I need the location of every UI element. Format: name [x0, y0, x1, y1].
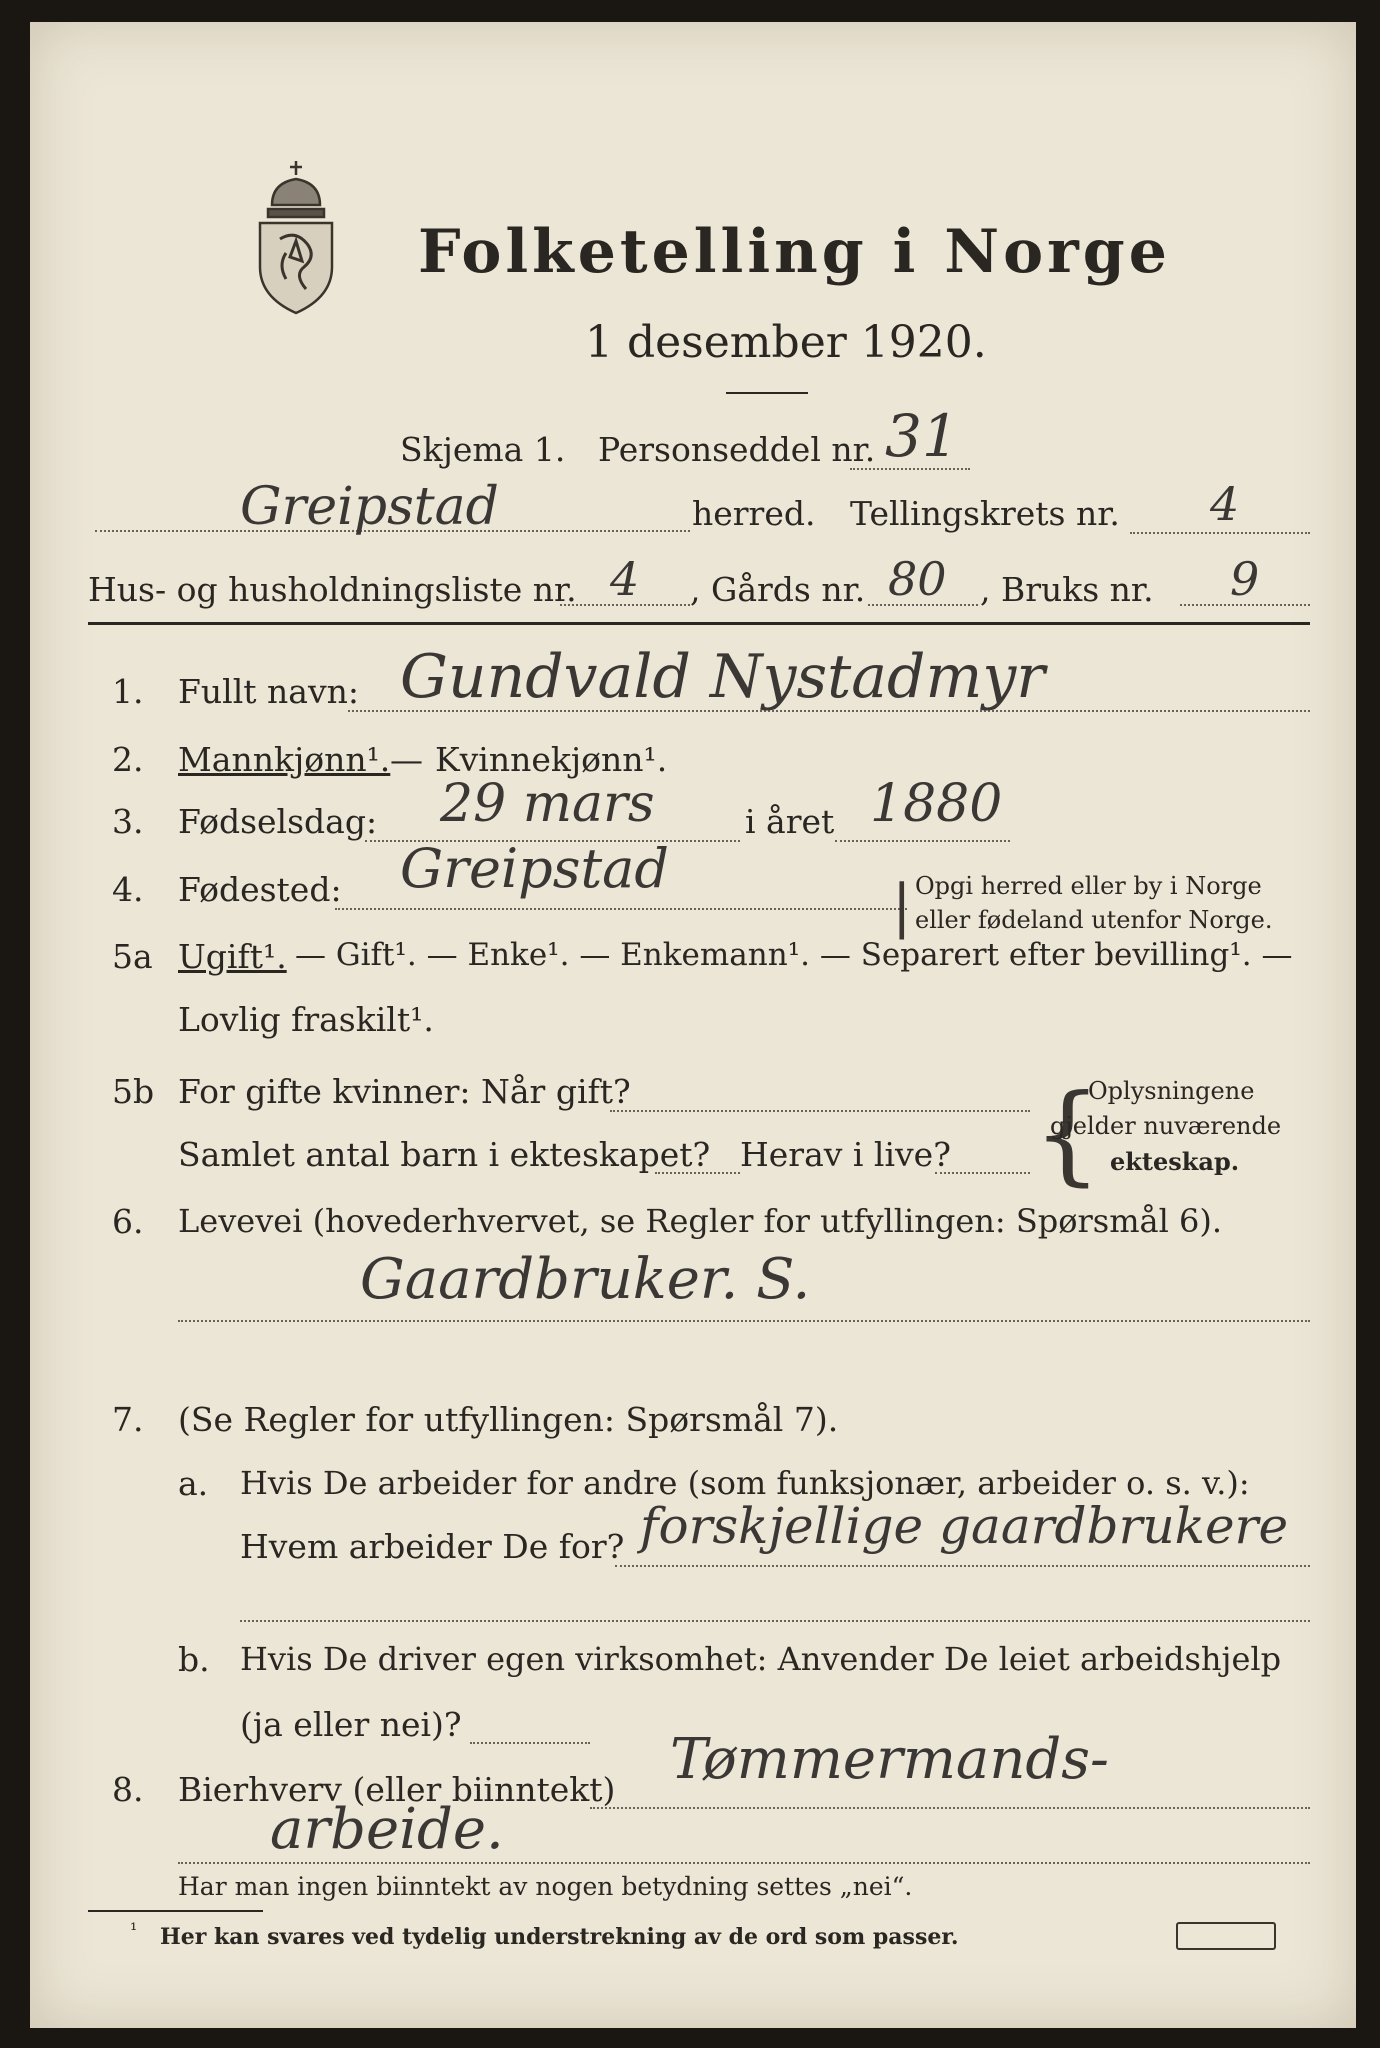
personseddel-value[interactable]: 31 — [885, 402, 959, 470]
form-date: 1 desember 1920. — [585, 317, 987, 368]
side-income-value-line2[interactable]: arbeide. — [270, 1797, 504, 1862]
q3-number: 3. — [112, 802, 144, 841]
census-form-page — [30, 22, 1356, 2028]
herred-label: herred. — [692, 494, 816, 533]
employer-value[interactable]: forskjellige gaardbrukere — [640, 1497, 1289, 1555]
q7a-letter: a. — [178, 1464, 209, 1503]
q5b-alive-label: Herav i live? — [740, 1135, 951, 1174]
q4-note-line1: Opgi herred eller by i Norge — [915, 872, 1262, 900]
tellingskrets-value[interactable]: 4 — [1210, 477, 1240, 531]
printer-stamp — [1176, 1922, 1276, 1950]
schema-label: Skjema 1. — [400, 430, 566, 469]
birthdate-value[interactable]: 29 mars — [440, 774, 655, 834]
q2-number: 2. — [112, 740, 144, 779]
q8-note: Har man ingen biinntekt av nogen betydning settes „nei“. — [178, 1872, 913, 1901]
header-rule — [88, 622, 1310, 625]
q5b-note-line2: gjelder nuværende — [1050, 1112, 1282, 1140]
q6-number: 6. — [112, 1202, 144, 1241]
q7a-label2: Hvem arbeider De for? — [240, 1527, 625, 1566]
q2-male-option[interactable]: Mannkjønn¹. — [178, 740, 391, 779]
q1-label: Fullt navn: — [178, 672, 359, 711]
q4-label: Fødested: — [178, 870, 342, 909]
gards-label: , Gårds nr. — [690, 570, 866, 609]
q7b-letter: b. — [178, 1640, 210, 1679]
herred-value[interactable]: Greipstad — [240, 477, 499, 537]
footnote-rule — [88, 1910, 263, 1912]
q5a-ugift-option[interactable]: Ugift¹. — [178, 937, 287, 976]
q5a-options[interactable]: — Gift¹. — Enke¹. — Enkemann¹. — Separert efter bevilling¹. — — [295, 937, 1293, 973]
q4-note-brace: | — [892, 872, 912, 940]
q2-separator: — — [390, 740, 423, 779]
q5b-married-when-label: For gifte kvinner: Når gift? — [178, 1072, 631, 1111]
bruks-value[interactable]: 9 — [1230, 552, 1260, 606]
title-divider — [726, 392, 808, 394]
birth-year-value[interactable]: 1880 — [870, 774, 1003, 834]
q3-label: Fødselsdag: — [178, 802, 378, 841]
bruks-label: , Bruks nr. — [980, 570, 1154, 609]
q8-label: Bierhverv (eller biinntekt) — [178, 1770, 616, 1809]
q7-label: (Se Regler for utfyllingen: Spørsmål 7). — [178, 1400, 839, 1439]
q7a-label1: Hvis De arbeider for andre (som funksjonær, arbeider o. s. v.): — [240, 1464, 1250, 1502]
q5b-children-label: Samlet antal barn i ekteskapet? — [178, 1135, 711, 1174]
hus-label: Hus- og husholdningsliste nr. — [88, 570, 577, 609]
q5b-note-line1: Oplysningene — [1088, 1077, 1255, 1105]
footnote-mark: ¹ — [130, 1920, 138, 1941]
hus-value[interactable]: 4 — [610, 552, 640, 606]
q7-number: 7. — [112, 1400, 144, 1439]
full-name-value[interactable]: Gundvald Nystadmyr — [400, 642, 1045, 712]
gards-value[interactable]: 80 — [888, 552, 947, 606]
tellingskrets-label: Tellingskrets nr. — [850, 494, 1120, 533]
q4-number: 4. — [112, 870, 144, 909]
q7b-label2: (ja eller nei)? — [240, 1705, 462, 1744]
q7b-label1: Hvis De driver egen virksomhet: Anvender De leiet arbeidshjelp — [240, 1640, 1282, 1678]
q5b-number: 5b — [112, 1072, 155, 1111]
coat-of-arms-icon — [250, 157, 342, 317]
q5a-line2[interactable]: Lovlig fraskilt¹. — [178, 1000, 434, 1039]
q5b-note-brace: { — [1033, 1072, 1102, 1197]
occupation-value[interactable]: Gaardbruker. S. — [360, 1247, 811, 1312]
q3-year-label: i året — [745, 802, 835, 841]
q2-female-option[interactable]: Kvinnekjønn¹. — [435, 740, 668, 779]
q6-label: Levevei (hovederhvervet, se Regler for utfyllingen: Spørsmål 6). — [178, 1202, 1223, 1240]
form-title: Folketelling i Norge — [418, 217, 1171, 287]
footnote-text: Her kan svares ved tydelig understrekning av de ord som passer. — [160, 1924, 959, 1950]
q8-number: 8. — [112, 1770, 144, 1809]
personseddel-label: Personseddel nr. — [598, 430, 876, 469]
side-income-value-line1[interactable]: Tømmermands- — [670, 1727, 1109, 1792]
q5b-note-line3: ekteskap. — [1110, 1147, 1240, 1176]
q4-note-line2: eller fødeland utenfor Norge. — [915, 906, 1273, 934]
q1-number: 1. — [112, 672, 144, 711]
birthplace-value[interactable]: Greipstad — [400, 837, 669, 900]
q5a-number: 5a — [112, 937, 153, 976]
